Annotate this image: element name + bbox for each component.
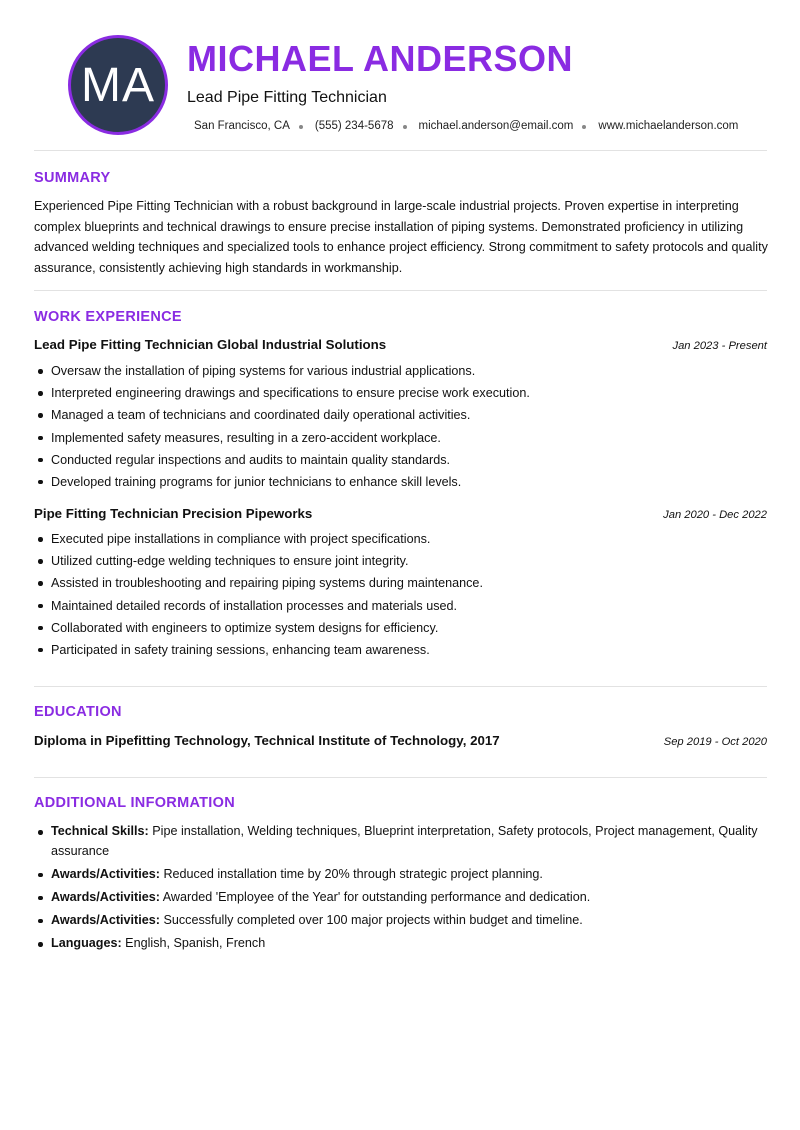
info-text: Awarded 'Employee of the Year' for outstanding performance and dedication. [159, 889, 591, 904]
contact-email[interactable]: michael.anderson@email.com [418, 120, 574, 132]
list-item: Assisted in troubleshooting and repairing piping systems during maintenance. [34, 574, 769, 596]
separator-dot-icon [582, 125, 586, 129]
work-experience-heading: WORK EXPERIENCE [34, 309, 182, 325]
separator-dot-icon [403, 125, 407, 129]
info-text: Successfully completed over 100 major projects within budget and timeline. [159, 912, 583, 927]
list-item: Executed pipe installations in compliance with project specifications. [34, 530, 769, 552]
separator-dot-icon [299, 125, 303, 129]
job-header [34, 337, 767, 352]
list-item: Conducted regular inspections and audits to maintain quality standards. [34, 451, 769, 473]
list-item: Interpreted engineering drawings and specifications to ensure precise work execution. [34, 384, 769, 406]
contact-location: San Francisco, CA [194, 120, 290, 132]
education-degree: Diploma in Pipefitting Technology, Technical Institute of Technology, 2017 [34, 733, 500, 748]
list-item [34, 865, 769, 885]
info-label: Awards/Activities: [51, 912, 160, 927]
job-bullets [34, 530, 769, 663]
avatar [68, 35, 168, 135]
list-item: Collaborated with engineers to optimize system designs for efficiency. [34, 619, 769, 641]
section-divider [34, 686, 767, 687]
education-heading: EDUCATION [34, 704, 122, 720]
info-text: English, Spanish, French [121, 936, 266, 950]
job-role: Pipe Fitting Technician Precision Pipeworks [34, 506, 313, 521]
list-item: Implemented safety measures, resulting in a zero-accident workplace. [34, 429, 769, 451]
list-item [34, 934, 769, 954]
candidate-title: Lead Pipe Fitting Technician [187, 89, 387, 106]
contact-line [194, 120, 738, 132]
summary-heading: SUMMARY [34, 170, 111, 186]
additional-info-list [34, 822, 769, 957]
candidate-name: MICHAEL ANDERSON [187, 38, 574, 79]
contact-phone: (555) 234-5678 [314, 120, 394, 132]
list-item: Maintained detailed records of installation processes and materials used. [34, 597, 769, 619]
info-label: Awards/Activities: [51, 889, 160, 904]
job-dates: Jan 2020 - Dec 2022 [663, 509, 767, 521]
section-divider [34, 777, 767, 778]
education-dates: Sep 2019 - Oct 2020 [663, 736, 767, 748]
avatar-initials: MA [81, 58, 155, 112]
contact-website[interactable]: www.michaelanderson.com [598, 120, 739, 132]
education-entry [34, 733, 767, 748]
list-item [34, 888, 769, 908]
job-dates: Jan 2023 - Present [672, 340, 767, 352]
job-bullets [34, 362, 769, 495]
info-text: Pipe installation, Welding techniques, Blueprint interpretation, Safety protocols, Project management, Quality assurance [51, 824, 758, 858]
resume-header [34, 0, 767, 150]
job-header [34, 506, 767, 521]
job-role: Lead Pipe Fitting Technician Global Industrial Solutions [34, 337, 387, 352]
section-divider [34, 290, 767, 291]
info-text: Reduced installation time by 20% through strategic project planning. [159, 866, 543, 881]
list-item: Oversaw the installation of piping systems for various industrial applications. [34, 362, 769, 384]
info-label: Technical Skills: [51, 824, 149, 838]
list-item: Managed a team of technicians and coordinated daily operational activities. [34, 406, 769, 428]
list-item [34, 822, 769, 861]
summary-text: Experienced Pipe Fitting Technician with a robust background in large-scale industrial projects. Proven expertise in interpreting complex blueprints and technical drawings to ensure precise installation of piping systems. Demonstrated proficiency in utilizing advanced welding techniques and specialized tools to enhance project efficiency. Strong commitment to safety protocols and quality assurance, consistently achieving high standards in workmanship. [34, 199, 768, 275]
list-item: Participated in safety training sessions, enhancing team awareness. [34, 641, 769, 663]
section-divider [34, 150, 767, 151]
info-label: Languages: [51, 936, 122, 950]
list-item [34, 911, 769, 931]
info-label: Awards/Activities: [51, 866, 160, 881]
list-item: Utilized cutting-edge welding techniques to ensure joint integrity. [34, 552, 769, 574]
list-item: Developed training programs for junior technicians to enhance skill levels. [34, 473, 769, 495]
additional-information-heading: ADDITIONAL INFORMATION [34, 795, 235, 811]
